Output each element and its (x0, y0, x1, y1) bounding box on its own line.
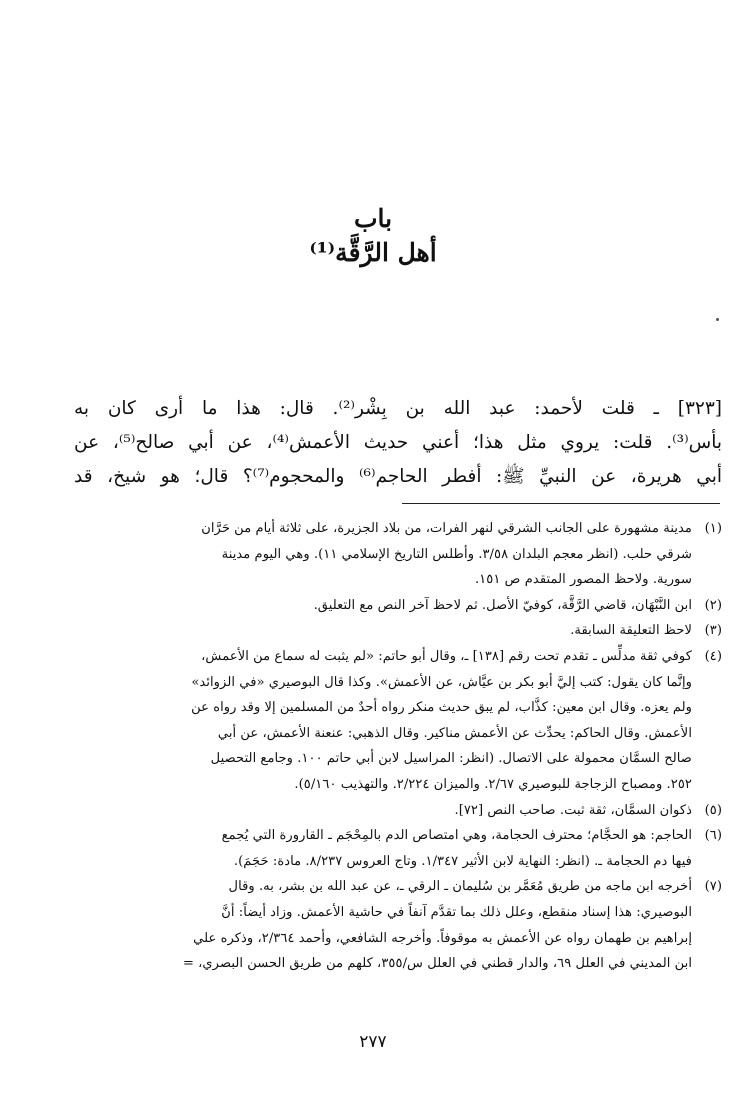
footnote (70, 593, 722, 619)
text-line: [٣٢٣] ـ قلت لأحمد: عبد الله بن بِشْر⁽²⁾. قال: هذا ما أرى كان به (74, 398, 722, 419)
footnote (70, 874, 722, 976)
footnote-text (70, 593, 692, 619)
footnote-line: ابن المديني في العلل ٦٩، والدار قطني في العلل س/٣٥٥، كلهم من طريق الحسن البصري، = (182, 956, 692, 972)
footnote-line: ابن النَّبْهَان، قاضي الرَّقَّة، كوفيّ الأصل. ثم لاحظ آخر النص مع التعليق. (313, 597, 692, 613)
footnote-line: الحاجم: هو الحجَّام؛ محترف الحجامة، وهي امتصاص الدم بالمِحْجَم ـ القارورة التي يُجمع (221, 828, 692, 844)
footnote (70, 798, 722, 824)
footnote-number: (٤) (704, 648, 722, 664)
footnote-number: (٥) (704, 802, 722, 818)
footnote-text (70, 798, 692, 824)
footnote-number: (٧) (704, 879, 722, 895)
footnote-line: فيها دم الحجامة ـ. (انظر: النهاية لابن الأثير ١/٣٤٧. وتاج العروس ٨/٢٣٧. مادة: حَجَمَ). (233, 853, 692, 869)
footnote-line: شرقي حلب. (انظر معجم البلدان ٣/٥٨. وأطلس التاريخ الإسلامي ١١). وهي اليوم مدينة (221, 546, 692, 562)
footnote-number: (٢) (704, 597, 722, 613)
chapter-heading: باب (353, 204, 393, 233)
footnote-line: ذكوان السمَّان، ثقة ثبت. صاحب النص [٧٢]. (454, 802, 692, 818)
footnote-line: لاحظ التعليقة السابقة. (570, 623, 692, 639)
footnote-line: وإنَّما كان يقول: كتب إليَّ أبو بكر بن عيَّاش، عن الأعمش». وكذا قال البوصيري «في الزوائد» (191, 674, 692, 690)
footnote-text (70, 874, 692, 976)
footnote-separator (402, 503, 720, 504)
footnotes (70, 516, 722, 977)
footnote-line: مدينة مشهورة على الجانب الشرقي لنهر الفرات، من بلاد الجزيرة، على ثلاثة أيام من حَرَّان (201, 521, 692, 536)
stray-dot (716, 318, 719, 321)
footnote (70, 516, 722, 593)
footnote (70, 823, 722, 874)
footnote (70, 618, 722, 644)
footnote-line: أخرجه ابن ماجه من طريق مُعَمَّر بن سُليمان ـ الرقي ـ، عن عبد الله بن بشر، به. وقال (228, 879, 692, 895)
text-line: أبي هريرة، عن النبيِّ ﷺ: أفطر الحاجم⁽⁶⁾ والمحجوم⁽⁷⁾؟ قال؛ هو شيخ، قد (74, 466, 722, 487)
main-text (74, 392, 722, 494)
footnote-line: ولم يعزه. وقال ابن معين: كذَّاب، لم يبق حديث منكر رواه أحدٌ من المسلمين إلا وقد رواه عن (191, 700, 692, 716)
footnote-line: كوفي ثقة مدلِّس ـ تقدم تحت رقم [١٣٨] ـ، وقال أبو حاتم: «لم يثبت له سماع من الأعمش، (201, 648, 692, 664)
chapter-subheading: أهل الرَّقَّة⁽¹⁾ (309, 238, 437, 267)
footnote-line: الأعمش. وقال الحاكم: يحدِّث عن الأعمش مناكير. وقال الذهبي: عنعنة الأعمش، عن أبي (217, 725, 692, 741)
text-line: بأس⁽³⁾. قلت: يروي مثل هذا؛ أعني حديث الأعمش⁽⁴⁾، عن أبي صالح⁽⁵⁾، عن (74, 432, 722, 453)
footnote-text (70, 644, 692, 798)
footnote-text (70, 823, 692, 874)
footnote-number: (٣) (704, 623, 722, 639)
footnote-line: البوصيري: هذا إسناد منقطع، وعلل ذلك بما تقدَّم آنفاً في حاشية الأعمش. وزاد أيضاً: أنَّ (221, 904, 692, 920)
page-number: ٢٧٧ (359, 1032, 387, 1052)
footnote-text (70, 516, 692, 593)
footnote-line: صالح السمَّان محمولة على الاتصال. (انظر: المراسيل لابن أبي حاتم ١٠٠. وجامع التحصيل (210, 751, 692, 767)
footnote-line: ٢٥٢. ومصباح الزجاجة للبوصيري ٢/٦٧. والميزان ٢/٢٢٤. والتهذيب ٥/١٦٠). (294, 776, 692, 792)
footnote-number: (٦) (704, 828, 722, 844)
footnote-line: سورية. ولاحظ المصور المتقدم ص ١٥١. (474, 572, 692, 588)
footnote (70, 644, 722, 798)
footnote-text (70, 618, 692, 644)
footnote-line: إبراهيم بن طهمان رواه عن الأعمش به موقوفاً. وأخرجه الشافعي، وأحمد ٢/٣٦٤، وذكره علي (193, 930, 692, 946)
footnote-number: (١) (704, 521, 722, 536)
